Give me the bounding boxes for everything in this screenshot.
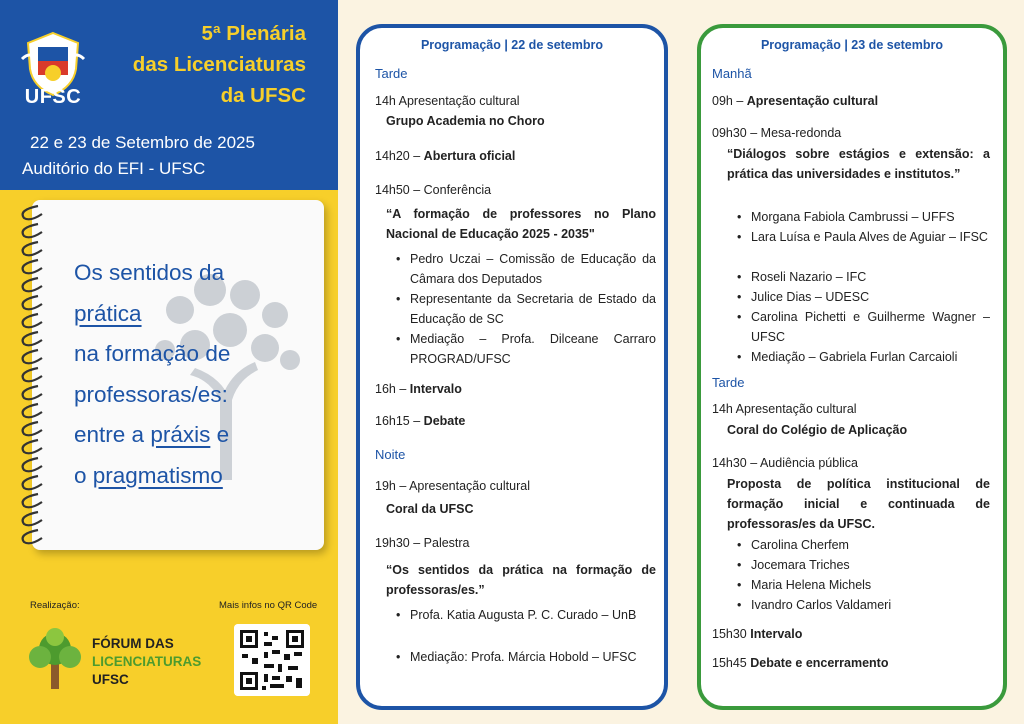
forum-line: LICENCIATURAS	[92, 654, 202, 669]
logo-text: UFSC	[24, 86, 82, 108]
item-time: 16h15 –	[375, 414, 424, 428]
item-title: “Os sentidos da prática na formação de professoras/es.”	[386, 563, 656, 597]
program-card-day2	[697, 24, 1007, 710]
forum-tree-logo-icon	[26, 627, 84, 691]
title-line: das Licenciaturas	[132, 53, 306, 76]
qr-code-icon[interactable]	[234, 624, 310, 696]
venue-line: Auditório do EFI - UFSC	[22, 159, 206, 178]
headline-word-pratica: prática	[74, 300, 142, 326]
item-time: 14h20 –	[375, 149, 424, 163]
item-time: 15h30	[712, 627, 751, 641]
realizacao-label: Realização:	[30, 600, 80, 611]
item-time: 14h50 – Conferência	[375, 183, 492, 197]
item-time: 16h –	[375, 382, 410, 396]
item-title: Coral do Colégio de Aplicação	[727, 423, 908, 437]
headline-word-pragmatismo: pragmatismo	[92, 462, 223, 488]
item-break	[375, 382, 462, 396]
item-time: 15h45	[712, 656, 751, 670]
item-title: “A formação de professores no Plano Nacional de Educação 2025 - 2035"	[386, 207, 656, 241]
item-title: “Diálogos sobre estágios e extensão: a prática das universidades e institutos.”	[727, 147, 990, 181]
list-item: • Jocemara Triches	[737, 555, 990, 575]
section-tarde: Tarde	[712, 375, 745, 390]
event-dates	[22, 130, 255, 182]
list-item: • Mediação – Profa. Dilceane Carraro PROGRAD/UFSC	[396, 329, 656, 369]
headline-text: o	[74, 462, 93, 488]
list-item: • Morgana Fabiola Cambrussi – UFFS	[737, 207, 990, 227]
item-title: Proposta de política institucional de formação inicial e continuada de professoras/es da UFSC.	[727, 477, 990, 531]
item-title: Debate	[423, 414, 466, 428]
event-title	[86, 18, 306, 111]
headline-text: e	[210, 422, 230, 447]
day1-heading: Programação | 22 de setembro	[420, 38, 604, 52]
list-item: • Lara Luísa e Paula Alves de Aguiar – IFSC	[737, 227, 990, 247]
headline-line: professoras/es:	[74, 381, 228, 407]
forum-name	[92, 635, 201, 689]
item-title: Debate e encerramento	[750, 656, 889, 670]
item-time: 14h Apresentação cultural	[375, 94, 520, 108]
list-item: • Mediação: Profa. Márcia Hobold – UFSC	[396, 647, 656, 667]
list-item: • Carolina Pichetti e Guilherme Wagner – UFSC	[737, 307, 990, 347]
forum-line: UFSC	[92, 672, 129, 687]
list-item: • Julice Dias – UDESC	[737, 287, 990, 307]
forum-line: FÓRUM DAS	[92, 636, 174, 651]
section-noite: Noite	[375, 447, 406, 462]
headline-text: entre a	[74, 422, 151, 447]
item-time: 09h –	[712, 94, 747, 108]
spiral-binding-icon	[16, 196, 44, 556]
item-opening	[375, 149, 515, 163]
title-line: 5ª Plenária	[201, 22, 306, 45]
item-title: Coral da UFSC	[386, 502, 474, 516]
section-manha: Manhã	[712, 66, 752, 81]
list-item: • Mediação – Gabriela Furlan Carcaioli	[737, 347, 990, 367]
headline-word-praxis: práxis	[150, 422, 211, 447]
headline-line: Os sentidos da	[74, 260, 225, 285]
header-band	[0, 0, 338, 190]
item-cultural	[712, 94, 878, 108]
date-line: 22 e 23 de Setembro de 2025	[30, 133, 255, 152]
item-title: Abertura oficial	[423, 149, 516, 163]
item-title: Apresentação cultural	[746, 94, 879, 108]
program-card-day1	[356, 24, 668, 710]
list-item: • Representante da Secretaria de Estado da Educação de SC	[396, 289, 656, 329]
title-line: da UFSC	[220, 84, 306, 107]
item-title: Intervalo	[750, 627, 803, 641]
item-break	[712, 627, 802, 641]
qr-info-label: Mais infos no QR Code	[219, 600, 318, 611]
list-item: • Roseli Nazario – IFC	[737, 267, 990, 287]
list-item: • Ivandro Carlos Valdameri	[737, 595, 990, 615]
item-title: Intervalo	[409, 382, 462, 396]
list-item: • Carolina Cherfem	[737, 535, 990, 555]
item-title: Grupo Academia no Choro	[386, 114, 545, 128]
item-time: 19h – Apresentação cultural	[375, 479, 530, 493]
list-item: • Maria Helena Michels	[737, 575, 990, 595]
item-time: 19h30 – Palestra	[375, 536, 470, 550]
list-item: • Profa. Katia Augusta P. C. Curado – UnB	[396, 605, 656, 625]
item-time: 14h30 – Audiência pública	[712, 456, 858, 470]
list-item: • Pedro Uczai – Comissão de Educação da Câmara dos Deputados	[396, 249, 656, 289]
item-closing	[712, 656, 889, 670]
notebook-headline	[74, 253, 324, 496]
left-panel	[0, 0, 338, 724]
section-tarde: Tarde	[375, 66, 408, 81]
item-time: 14h Apresentação cultural	[712, 402, 857, 416]
item-debate	[375, 414, 465, 428]
item-time: 09h30 – Mesa-redonda	[712, 126, 842, 140]
day2-heading: Programação | 23 de setembro	[760, 38, 944, 52]
headline-line: na formação de	[74, 341, 231, 366]
